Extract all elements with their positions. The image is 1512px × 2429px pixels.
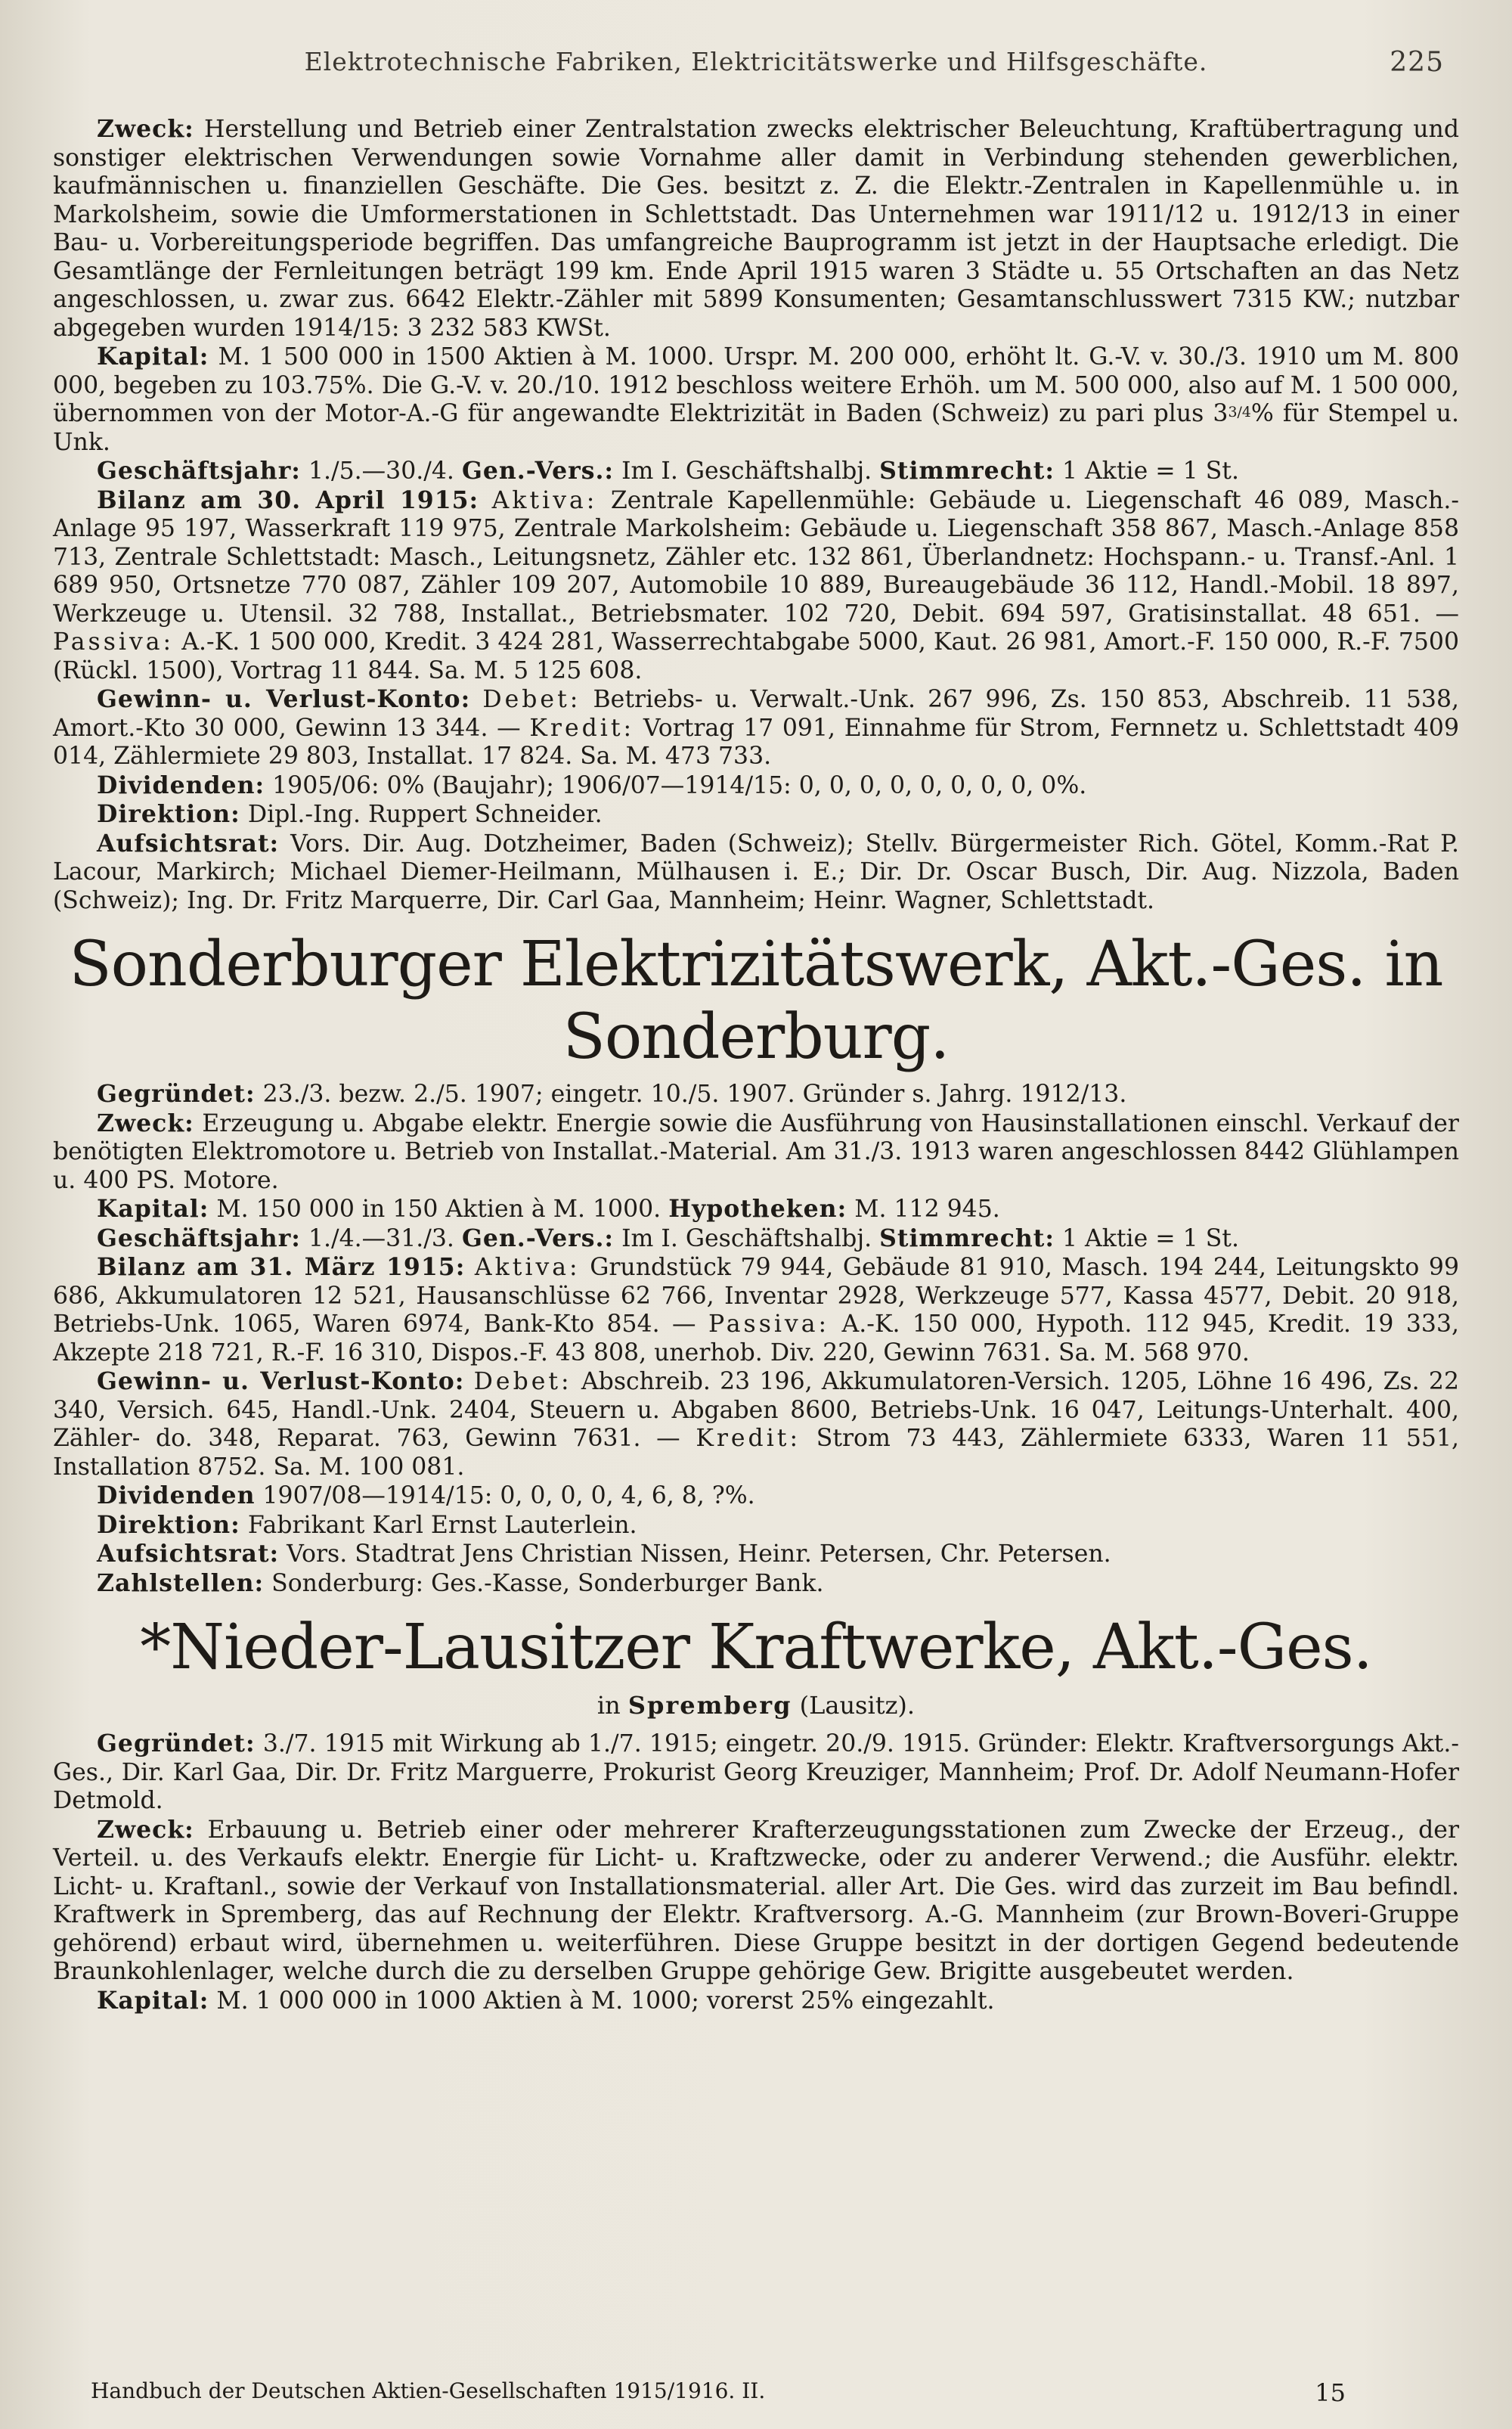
kapital-text: M. 1 500 000 in 1500 Aktien à M. 1000. Urspr. M. 200 000, erhöht lt. G.-V. v. 30./3. 1910 um M. 800 000, begeben zu 103.75%. Die G.-V. v. 20./10. 1912 beschloss weitere Erhöh. um M. 500 000, also auf M. 1 500 000, übernommen von der Motor-A.-G für angewandte Elektrizität in Baden (Schweiz) zu pari plus 3 — [53, 343, 1460, 427]
aufsichtsrat-label: Aufsichtsrat: — [97, 1540, 280, 1568]
guv-kredit-text: Vortrag 17 091, Einnahme für Strom, Fernnetz u. Schlettstadt 409 014, Zählermiete 29 803, Installat. 17 824. Sa. M. 473 733. — [53, 714, 1459, 770]
geschaeftsjahr-paragraph — [53, 1224, 1459, 1254]
guv-kredit-text: Strom 73 443, Zählermiete 6333, Waren 11 551, Installation 8752. Sa. M. 100 081. — [53, 1425, 1460, 1481]
dividenden-text: 1907/08—1914/15: 0, 0, 0, 0, 4, 6, 8, ?%. — [262, 1482, 755, 1509]
dividenden-paragraph — [53, 771, 1459, 801]
bilanz-passiva-text: A.-K. 1 500 000, Kredit. 3 424 281, Wasserrechtabgabe 5000, Kaut. 26 981, Amort.-F. 150 000, R.-F. 7500 (Rückl. 1500), Vortrag 11 844. Sa. M. 5 125 608. — [53, 628, 1459, 684]
zweck-label: Zweck: — [97, 1109, 194, 1137]
zweck-text: Erbauung u. Betrieb einer oder mehrerer Krafterzeugungsstationen zum Zwecke der Erzeug., der Verteil. u. des Verkaufs elektr. Energie für Licht- u. Kraftzwecke, oder zu anderer Verwend.; die Ausführ. elektr. Licht- u. Kraftanl., sowie der Verkauf von Installationsmaterial. aller Art. Die Ges. wird das zurzeit im Bau befindl. Kraftwerk in Spremberg, das auf Rechnung der Elektr. Kraftversorg. A.-G. Mannheim (zur Brown-Boveri-Gruppe gehörend) erbaut wird, übernehmen u. weiterführen. Diese Gruppe besitzt in der dortigen Gegend bedeutende Braunkohlenlager, welche durch die zu derselben Gruppe gehörige Gew. Brigitte ausgebeutet werden. — [53, 1816, 1460, 1985]
kapital-label: Kapital: — [97, 1986, 209, 2015]
generalversammlung-text: Im I. Geschäftshalbj. — [621, 458, 872, 485]
generalversammlung-text: Im I. Geschäftshalbj. — [621, 1224, 872, 1252]
aufsichtsrat-label: Aufsichtsrat: — [97, 829, 280, 858]
company-location — [53, 1690, 1459, 1720]
aufsichtsrat-paragraph — [53, 1540, 1459, 1569]
kapital-paragraph — [53, 343, 1459, 457]
kredit-label: Kredit: — [696, 1425, 801, 1452]
gegruendet-paragraph — [53, 1080, 1459, 1109]
page-number: 225 — [1390, 47, 1444, 78]
passiva-label: Passiva: — [53, 628, 175, 656]
geschaeftsjahr-paragraph — [53, 457, 1459, 486]
location-region: (Lausitz). — [799, 1691, 916, 1720]
guv-debet-text: Betriebs- u. Verwalt.-Unk. 267 996, Zs. 150 853, Abschreib. 11 538, Amort.-Kto 30 000, Gewinn 13 344. — — [53, 686, 1460, 742]
zweck-paragraph — [53, 1109, 1459, 1196]
passiva-label: Passiva: — [708, 1311, 830, 1338]
kapital-label: Kapital: — [97, 1195, 209, 1223]
company-title: *Nieder-Lausitzer Kraftwerke, Akt.-Ges. — [140, 1612, 1372, 1683]
geschaeftsjahr-label: Geschäftsjahr: — [97, 457, 301, 485]
kapital-text: M. 1 000 000 in 1000 Aktien à M. 1000; vorerst 25% eingezahlt. — [216, 1987, 995, 2015]
footer-signature: 15 — [1315, 2378, 1346, 2407]
direktion-paragraph — [53, 1511, 1459, 1540]
generalversammlung-label: Gen.-Vers.: — [461, 457, 615, 485]
entry-continued — [53, 115, 1459, 915]
gegruendet-paragraph — [53, 1729, 1459, 1816]
gegruendet-label: Gegründet: — [97, 1080, 256, 1108]
gegruendet-text: 23./3. bezw. 2./5. 1907; eingetr. 10./5. 1907. Gründer s. Jahrg. 1912/13. — [262, 1081, 1127, 1108]
bilanz-paragraph — [53, 1253, 1459, 1367]
generalversammlung-label: Gen.-Vers.: — [461, 1224, 615, 1252]
direktion-label: Direktion: — [97, 800, 240, 828]
gegruendet-text: 3./7. 1915 mit Wirkung ab 1./7. 1915; eingetr. 20./9. 1915. Gründer: Elektr. Kraftversorgungs Akt.-Ges., Dir. Karl Gaa, Dir. Dr. Fritz Marguerre, Prokurist Georg Kreuziger, Mannheim; Prof. Dr. Adolf Neumann-Hofer Detmold. — [53, 1730, 1459, 1814]
company-title: Sonderburger Elektrizitätswerk, Akt.-Ges. in Sonderburg. — [69, 929, 1443, 1073]
bilanz-label: Bilanz am 30. April 1915: — [97, 485, 479, 514]
direktion-text: Dipl.-Ing. Ruppert Schneider. — [247, 801, 603, 828]
aufsichtsrat-paragraph — [53, 830, 1459, 916]
aktiva-label: Aktiva: — [474, 1254, 581, 1281]
bilanz-paragraph — [53, 486, 1459, 686]
kapital-fraction: 3/4 — [1228, 404, 1251, 420]
aufsichtsrat-text: Vors. Stadtrat Jens Christian Nissen, Heinr. Petersen, Chr. Petersen. — [287, 1540, 1111, 1568]
zahlstellen-paragraph — [53, 1569, 1459, 1599]
aktiva-label: Aktiva: — [491, 486, 598, 514]
zweck-label: Zweck: — [97, 115, 194, 143]
direktion-label: Direktion: — [97, 1510, 240, 1539]
bilanz-label: Bilanz am 31. März 1915: — [97, 1253, 466, 1281]
entry-nieder-lausitzer — [53, 1612, 1459, 2015]
bilanz-aktiva-text: Grundstück 79 944, Gebäude 81 910, Masch. 194 244, Leitungskto 99 686, Akkumulatoren 12 521, Hausanschlüsse 62 766, Inventar 2928, Werkzeuge 577, Kassa 4577, Debit. 20 918, Betriebs-Unk. 1065, Waren 6974, Bank-Kto 854. — — [53, 1254, 1460, 1338]
location-city: Spremberg — [627, 1691, 792, 1720]
kapital-text-end: % für Stempel u. Unk. — [53, 400, 1459, 456]
kapital-label: Kapital: — [97, 343, 209, 371]
stimmrecht-text: 1 Aktie = 1 St. — [1061, 1224, 1239, 1252]
direktion-paragraph — [53, 800, 1459, 830]
running-header — [53, 47, 1459, 85]
kapital-paragraph — [53, 1987, 1459, 2016]
geschaeftsjahr-text: 1./4.—31./3. — [308, 1224, 454, 1252]
dividenden-label: Dividenden — [97, 1481, 256, 1509]
dividenden-paragraph — [53, 1481, 1459, 1511]
zweck-text: Herstellung und Betrieb einer Zentralstation zwecks elektrischer Beleuchtung, Kraftübertragung und sonstiger elektrischen Verwendungen sowie Vornahme aller damit in Verbindung stehenden gewerblichen, kaufmännischen u. finanziellen Geschäfte. Die Ges. besitzt z. Z. die Elektr.-Zentralen in Kapellenmühle u. in Markolsheim, sowie die Umformerstationen in Schlettstadt. Das Unternehmen war 1911/12 u. 1912/13 in einer Bau- u. Vorbereitungsperiode begriffen. Das umfangreiche Bauprogramm ist jetzt in der Hauptsache erledigt. Die Gesamtlänge der Fernleitungen beträgt 199 km. Ende April 1915 waren 3 Städte u. 55 Ortschaften an das Netz angeschlossen, u. zwar zus. 6642 Elektr.-Zähler mit 5899 Konsumenten; Gesamtanschlusswert 7315 KW.; nutzbar abgegeben wurden 1914/15: 3 232 583 KWSt. — [53, 116, 1459, 342]
debet-label: Debet: — [482, 686, 581, 713]
entry-sonderburger — [53, 929, 1459, 1598]
dividenden-label: Dividenden: — [97, 771, 265, 799]
stimmrecht-text: 1 Aktie = 1 St. — [1061, 458, 1239, 485]
guv-debet-text: Abschreib. 23 196, Akkumulatoren-Versich. 1205, Löhne 16 496, Zs. 22 340, Versich. 645, Handl.-Unk. 2404, Steuern u. Abgaben 8600, Betriebs-Unk. 16 047, Leitungs-Unterhalt. 400, Zähler- do. 348, Reparat. 763, Gewinn 7631. — — [53, 1368, 1459, 1452]
kapital-paragraph — [53, 1195, 1459, 1224]
kredit-label: Kredit: — [529, 714, 635, 742]
hypotheken-text: M. 112 945. — [854, 1196, 1000, 1223]
direktion-text: Fabrikant Karl Ernst Lauterlein. — [247, 1511, 637, 1539]
header-title: Elektrotechnische Fabriken, Elektricitätswerke und Hilfsgeschäfte. — [304, 47, 1208, 76]
bilanz-aktiva-text: Zentrale Kapellenmühle: Gebäude u. Liegenschaft 46 089, Masch.-Anlage 95 197, Wasserkraft 119 975, Zentrale Markolsheim: Gebäude u. Liegenschaft 358 867, Masch.-Anlage 858 713, Zentrale Schlettstadt: Masch., Leitungsnetz, Zähler etc. 132 861, Überlandnetz: Hochspann.- u. Transf.-Anl. 1 689 950, Ortsnetze 770 087, Zähler 109 207, Automobile 10 889, Bureaugebäude 36 112, Handl.-Mobil. 18 897, Werkzeuge u. Utensil. 32 788, Installat., Betriebsmater. 102 720, Debit. 694 597, Gratisinstallat. 48 651. — — [53, 486, 1460, 628]
zweck-label: Zweck: — [97, 1815, 194, 1844]
zweck-paragraph — [53, 115, 1459, 343]
guv-paragraph — [53, 1367, 1459, 1481]
geschaeftsjahr-text: 1./5.—30./4. — [308, 458, 454, 485]
guv-label: Gewinn- u. Verlust-Konto: — [97, 1367, 465, 1395]
zahlstellen-text: Sonderburg: Ges.-Kasse, Sonderburger Bank. — [271, 1569, 824, 1597]
aufsichtsrat-text: Vors. Dir. Aug. Dotzheimer, Baden (Schweiz); Stellv. Bürgermeister Rich. Götel, Komm.-Rat P. Lacour, Markirch; Michael Diemer-Heilmann, Mülhausen i. E.; Dir. Dr. Oscar Busch, Dir. Aug. Nizzola, Baden (Schweiz); Ing. Dr. Fritz Marquerre, Dir. Carl Gaa, Mannheim; Heinr. Wagner, Schlettstadt. — [53, 830, 1460, 914]
dividenden-text: 1905/06: 0% (Baujahr); 1906/07—1914/15: 0, 0, 0, 0, 0, 0, 0, 0, 0%. — [272, 771, 1087, 799]
stimmrecht-label: Stimmrecht: — [879, 1224, 1055, 1252]
guv-label: Gewinn- u. Verlust-Konto: — [97, 685, 471, 713]
gegruendet-label: Gegründet: — [97, 1729, 256, 1757]
footer-source: Handbuch der Deutschen Aktien-Gesellschaften 1915/1916. II. — [91, 2378, 766, 2403]
guv-paragraph — [53, 685, 1459, 771]
stimmrecht-label: Stimmrecht: — [879, 457, 1055, 485]
hypotheken-label: Hypotheken: — [668, 1195, 847, 1223]
bilanz-passiva-text: A.-K. 150 000, Hypoth. 112 945, Kredit. 19 333, Akzepte 218 721, R.-F. 16 310, Dispos.-F. 43 808, unerhob. Div. 220, Gewinn 7631. Sa. M. 568 970. — [53, 1311, 1460, 1367]
zweck-text: Erzeugung u. Abgabe elektr. Energie sowie die Ausführung von Hausinstallationen einschl. Verkauf der benötigten Elektromotore u. Betrieb von Installat.-Material. Am 31./3. 1913 waren angeschlossen 8442 Glühlampen u. 400 PS. Motore. — [53, 1109, 1459, 1194]
kapital-text: M. 150 000 in 150 Aktien à M. 1000. — [216, 1196, 662, 1223]
debet-label: Debet: — [473, 1368, 572, 1395]
geschaeftsjahr-label: Geschäftsjahr: — [97, 1224, 301, 1252]
location-prefix: in — [596, 1691, 621, 1720]
zahlstellen-label: Zahlstellen: — [97, 1568, 265, 1597]
zweck-paragraph — [53, 1816, 1459, 1987]
